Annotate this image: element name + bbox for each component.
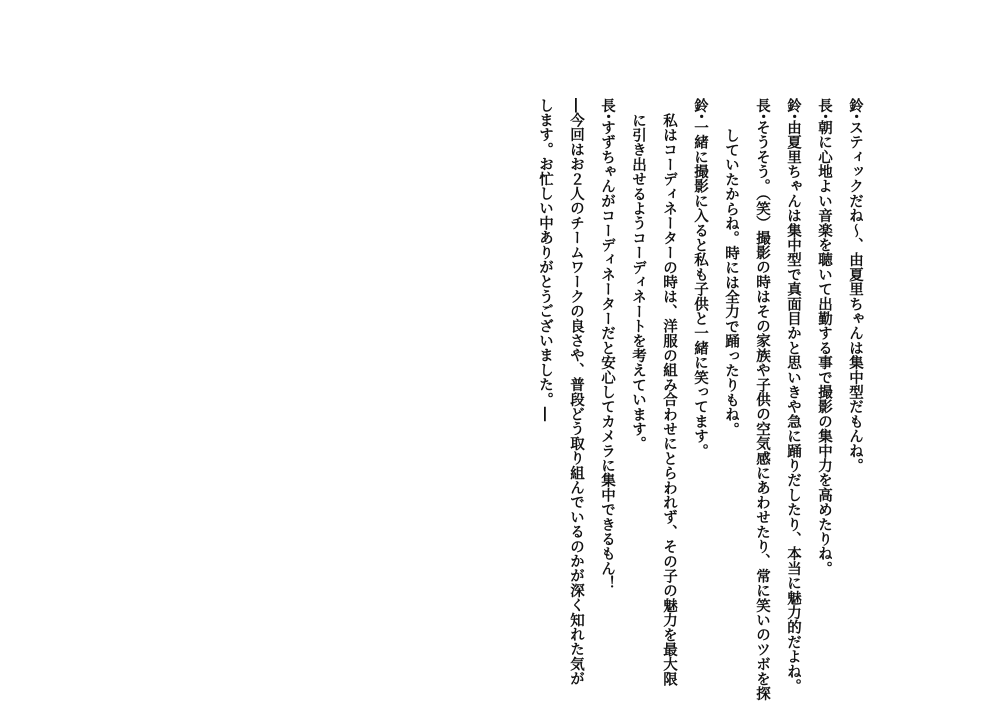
dialogue-line-cho-2-continued: していたからね。時には全力で踊ったりもね。 bbox=[723, 128, 739, 437]
dialogue-line-cho-2: 長･そうそう。（笑）撮影の時はその家族や子供の空気感にあわせたり、常に笑いのツボを探 bbox=[754, 98, 770, 701]
interview-text-block bbox=[529, 98, 870, 701]
dialogue-line-cho-1: 長･朝に心地よい音楽を聴いて出勤する事で撮影の集中力を高めたりね。 bbox=[816, 98, 832, 576]
closing-line-1: ―今回はお２人のチームワークの良さや、普段どう取り組んでいるのかが深く知れた気が bbox=[568, 98, 584, 686]
dialogue-line-suzu-2: 鈴･由夏里ちゃんは集中型で真面目かと思いきや急に踊りだしたり、本当に魅力的だよね。 bbox=[785, 98, 801, 694]
closing-line-2: します。お忙しい中ありがとうございました。― bbox=[537, 98, 553, 422]
dialogue-line-suzu-1: 鈴･スティックだね～、由夏里ちゃんは集中型だもんね。 bbox=[847, 98, 863, 473]
dialogue-line-suzu-3: 鈴･一緒に撮影に入ると私も子供と一緒に笑ってます。 bbox=[692, 98, 708, 459]
dialogue-line-cho-3: 長･すずちゃんがコーディネーターだと安心してカメラに集中できるもん！ bbox=[599, 98, 615, 591]
dialogue-line-suzu-3-continued: 私はコーディネーターの時は、洋服の組み合わせにとらわれず、その子の魅力を最大限 bbox=[661, 113, 677, 687]
dialogue-line-suzu-3-continued-2: に引き出せるようコーディネートを考えています。 bbox=[630, 113, 646, 452]
